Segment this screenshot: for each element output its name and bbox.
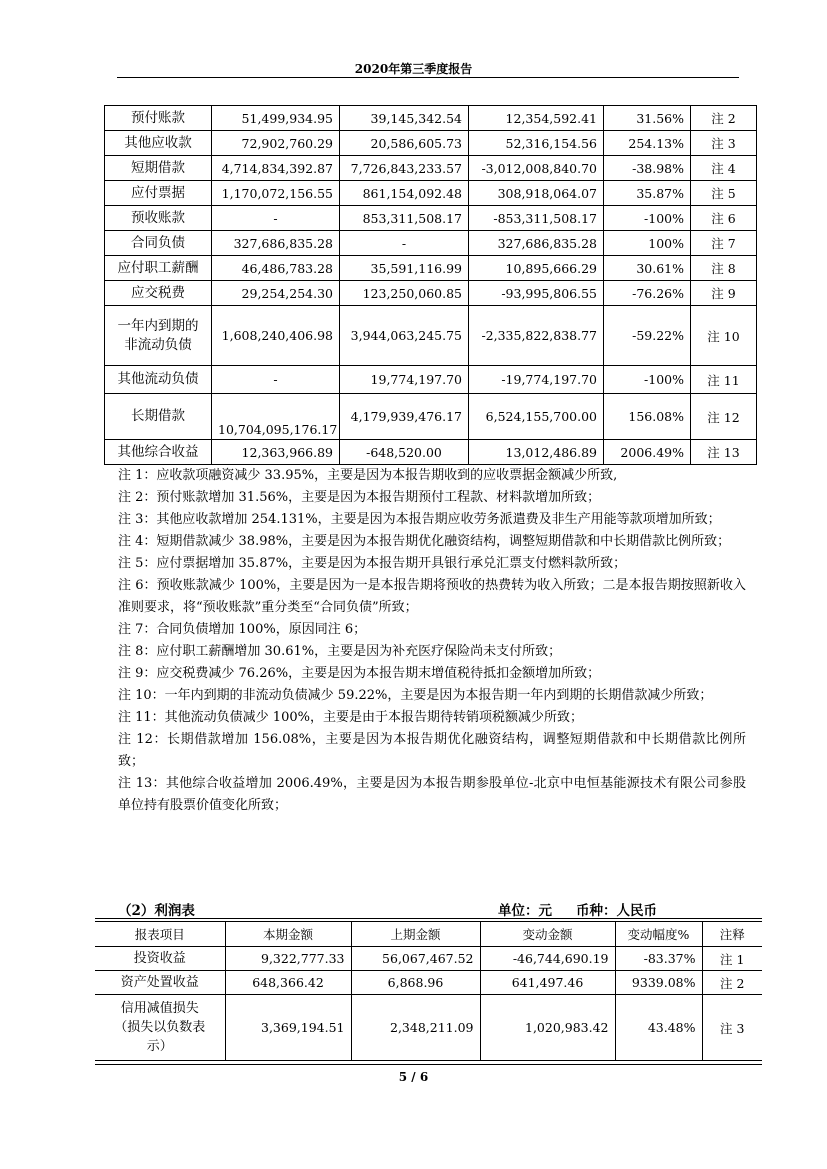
table-row [95, 971, 762, 995]
table-row [105, 106, 757, 131]
current-amount: 1,608,240,406.98 [212, 306, 340, 366]
current-amount: 9,322,777.33 [225, 947, 351, 971]
previous-amount: 3,944,063,245.75 [340, 306, 469, 366]
item-name: 其他综合收益 [105, 440, 212, 465]
current-amount: 327,686,835.28 [212, 231, 340, 256]
note-ref: 注 2 [702, 971, 762, 995]
previous-amount: 7,726,843,233.57 [340, 156, 469, 181]
income-change-table [95, 921, 762, 1061]
change-amount: 12,354,592.41 [469, 106, 604, 131]
table-row [105, 131, 757, 156]
change-percent: 35.87% [604, 181, 691, 206]
table-row [95, 995, 762, 1061]
change-amount: -19,774,197.70 [469, 366, 604, 394]
table-row [105, 306, 757, 366]
table-row [95, 947, 762, 971]
current-amount: 10,704,095,176.17 [212, 394, 340, 440]
change-amount: -853,311,508.17 [469, 206, 604, 231]
note-paragraph: 注 6：预收账款减少 100%，主要是因为一是本报告期将预收的热费转为收入所致；二是本报告期按照新收入准则要求，将“预收账款”重分类至“合同负债”所致； [118, 578, 746, 615]
note-ref: 注 11 [691, 366, 757, 394]
previous-amount: 123,250,060.85 [340, 281, 469, 306]
item-name: 长期借款 [105, 394, 212, 440]
note-ref: 注 12 [691, 394, 757, 440]
note-paragraph: 注 13：其他综合收益增加 2006.49%，主要是因为本报告期参股单位-北京中电恒基能源技术有限公司参股单位持有股票价值变化所致； [118, 776, 746, 813]
change-amount: 308,918,064.07 [469, 181, 604, 206]
change-amount: 1,020,983.42 [480, 995, 615, 1061]
table-row [105, 440, 757, 465]
current-amount: 72,902,760.29 [212, 131, 340, 156]
item-name: 应付职工薪酬 [105, 256, 212, 281]
header-divider [117, 77, 739, 78]
previous-amount: 56,067,467.52 [351, 947, 480, 971]
column-header: 变动金额 [480, 922, 615, 947]
note-paragraph: 注 2：预付账款增加 31.56%，主要是因为本报告期预付工程款、材料款增加所致； [118, 490, 601, 505]
table-header-row [95, 922, 762, 947]
previous-amount: -648,520.00 [340, 440, 469, 465]
note-ref: 注 9 [691, 281, 757, 306]
change-amount: 6,524,155,700.00 [469, 394, 604, 440]
change-amount: -46,744,690.19 [480, 947, 615, 971]
change-amount: 13,012,486.89 [469, 440, 604, 465]
note-paragraph: 注 7：合同负债增加 100%，原因同注 6； [118, 622, 367, 637]
current-amount: - [212, 366, 340, 394]
note-ref: 注 8 [691, 256, 757, 281]
change-percent: 9339.08% [615, 971, 702, 995]
change-percent: 156.08% [604, 394, 691, 440]
previous-amount: 6,868.96 [351, 971, 480, 995]
current-amount: 1,170,072,156.55 [212, 181, 340, 206]
change-amount: 52,316,154.56 [469, 131, 604, 156]
item-name: 预收账款 [105, 206, 212, 231]
item-name: 一年内到期的非流动负债 [105, 306, 212, 366]
table-row [105, 206, 757, 231]
note-paragraph: 注 10：一年内到期的非流动负债减少 59.22%，主要是因为本报告期一年内到期的长期借款减少所致； [118, 688, 713, 703]
note-ref: 注 3 [691, 131, 757, 156]
column-header: 报表项目 [95, 922, 225, 947]
balance-change-table [104, 105, 757, 465]
previous-amount: 4,179,939,476.17 [340, 394, 469, 440]
income-section-header [118, 899, 678, 919]
note-paragraph: 注 3：其他应收款增加 254.131%，主要是因为本报告期应收劳务派遣费及非生产用能等款项增加所致； [118, 512, 721, 527]
previous-amount: 2,348,211.09 [351, 995, 480, 1061]
report-header-title: 2020年第三季度报告 [354, 62, 473, 76]
note-ref: 注 4 [691, 156, 757, 181]
note-paragraph: 注 1：应收款项融资减少 33.95%，主要是因为本报告期收到的应收票据金额减少所致, [118, 468, 618, 483]
note-ref: 注 7 [691, 231, 757, 256]
change-amount: 10,895,666.29 [469, 256, 604, 281]
previous-amount: 20,586,605.73 [340, 131, 469, 156]
current-amount: 648,366.42 [225, 971, 351, 995]
change-percent: -100% [604, 206, 691, 231]
current-amount: - [212, 206, 340, 231]
change-percent: 2006.49% [604, 440, 691, 465]
note-paragraph: 注 11：其他流动负债减少 100%，主要是由于本报告期待转销项税额减少所致； [118, 710, 583, 725]
change-percent: -59.22% [604, 306, 691, 366]
note-ref: 注 5 [691, 181, 757, 206]
table-row [105, 394, 757, 440]
column-header: 上期金额 [351, 922, 480, 947]
table-row [105, 181, 757, 206]
change-percent: 31.56% [604, 106, 691, 131]
change-percent: -100% [604, 366, 691, 394]
change-percent: 100% [604, 231, 691, 256]
change-amount: 641,497.46 [480, 971, 615, 995]
notes-section [118, 465, 746, 817]
item-name: 合同负债 [105, 231, 212, 256]
current-amount: 3,369,194.51 [225, 995, 351, 1061]
note-paragraph: 注 9：应交税费减少 76.26%，主要是因为本报告期末增值税待抵扣金额增加所致； [118, 666, 601, 681]
current-amount: 12,363,966.89 [212, 440, 340, 465]
item-name: 预付账款 [105, 106, 212, 131]
column-header: 本期金额 [225, 922, 351, 947]
footer-divider [95, 1064, 762, 1065]
change-percent: -76.26% [604, 281, 691, 306]
current-amount: 51,499,934.95 [212, 106, 340, 131]
change-amount: -2,335,822,838.77 [469, 306, 604, 366]
change-percent: 254.13% [604, 131, 691, 156]
note-paragraph: 注 4：短期借款减少 38.98%，主要是因为本报告期优化融资结构，调整短期借款和中长期借款比例所致； [118, 534, 731, 549]
change-percent: 43.48% [615, 995, 702, 1061]
current-amount: 4,714,834,392.87 [212, 156, 340, 181]
section-divider [95, 918, 762, 919]
currency-label: 币种：人民币 [576, 903, 657, 919]
change-percent: -38.98% [604, 156, 691, 181]
previous-amount: 853,311,508.17 [340, 206, 469, 231]
previous-amount: 19,774,197.70 [340, 366, 469, 394]
item-name: 其他流动负债 [105, 366, 212, 394]
table-row [105, 156, 757, 181]
page-number: 5 / 6 [398, 1070, 429, 1084]
note-paragraph: 注 12：长期借款增加 156.08%，主要是因为本报告期优化融资结构，调整短期借款和中长期借款比例所致； [118, 732, 746, 769]
previous-amount: 39,145,342.54 [340, 106, 469, 131]
table-row [105, 256, 757, 281]
item-name: 应付票据 [105, 181, 212, 206]
note-ref: 注 10 [691, 306, 757, 366]
note-ref: 注 1 [702, 947, 762, 971]
item-name: 短期借款 [105, 156, 212, 181]
change-amount: -93,995,806.55 [469, 281, 604, 306]
table-row [105, 281, 757, 306]
previous-amount: 861,154,092.48 [340, 181, 469, 206]
current-amount: 29,254,254.30 [212, 281, 340, 306]
income-section-title: （2）利润表 [118, 903, 195, 919]
change-amount: -3,012,008,840.70 [469, 156, 604, 181]
column-header: 注释 [702, 922, 762, 947]
note-ref: 注 6 [691, 206, 757, 231]
item-name: 资产处置收益 [95, 971, 225, 995]
note-paragraph: 注 5：应付票据增加 35.87%，主要是因为本报告期开具银行承兑汇票支付燃料款所致； [118, 556, 627, 571]
item-name: 应交税费 [105, 281, 212, 306]
previous-amount: 35,591,116.99 [340, 256, 469, 281]
note-paragraph: 注 8：应付职工薪酬增加 30.61%，主要是因为补充医疗保险尚未支付所致； [118, 644, 562, 659]
unit-label: 单位：元 [498, 903, 552, 919]
previous-amount: - [340, 231, 469, 256]
current-amount: 46,486,783.28 [212, 256, 340, 281]
item-name: 投资收益 [95, 947, 225, 971]
note-ref: 注 3 [702, 995, 762, 1061]
change-percent: -83.37% [615, 947, 702, 971]
column-header: 变动幅度% [615, 922, 702, 947]
change-percent: 30.61% [604, 256, 691, 281]
table-row [105, 366, 757, 394]
note-ref: 注 13 [691, 440, 757, 465]
item-name: 其他应收款 [105, 131, 212, 156]
table-row [105, 231, 757, 256]
change-amount: 327,686,835.28 [469, 231, 604, 256]
note-ref: 注 2 [691, 106, 757, 131]
item-name: 信用减值损失（损失以负数表示） [95, 995, 225, 1061]
